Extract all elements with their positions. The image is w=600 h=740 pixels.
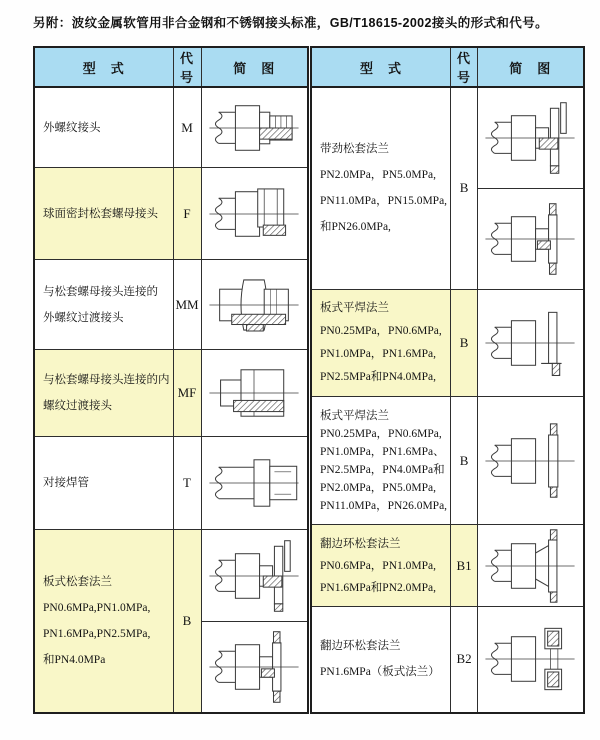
table-row [34,260,308,350]
fitting-type-line: 板式平焊法兰 [320,409,389,422]
fitting-type-line: PN11.0MPa，PN15.0MPa, [320,195,448,208]
fitting-code: F [173,168,201,260]
fitting-diagram-svg [480,422,580,500]
diagram-swivel-nut-fitting [202,168,308,259]
diagram-male-thread-fitting [202,88,308,167]
fitting-type-line: 与松套螺母接头连接的内 [43,374,170,386]
col-header-diagram: 简 图 [478,47,584,87]
fitting-type-line: PN2.5MPa和PN4.0MPa, [320,370,436,383]
header-row [311,47,584,87]
diagram-loose-flange-bolt-up [202,530,308,621]
table-row [34,350,308,437]
fitting-diagram-svg [204,444,304,522]
fitting-type-line: 带劲松套法兰 [320,143,389,156]
fitting-diagram-svg [204,175,304,253]
fitting-type-line: 对接焊管 [43,477,89,489]
fitting-type-line: 翻边环松套法兰 [320,640,401,653]
fitting-type-line: PN1.6MPa和PN2.0MPa, [320,581,436,594]
fitting-type-line: PN0.6MPa,PN1.0MPa, [43,602,151,614]
fitting-code: B [451,396,478,524]
fitting-diagram-svg [204,89,304,167]
fitting-diagram-svg [204,354,304,432]
table-row [311,289,584,396]
fitting-diagram-svg [204,266,304,344]
table-row [34,530,308,714]
fitting-type-cell [34,168,173,260]
fitting-type-line: 板式松套法兰 [43,576,112,588]
col-header-code: 代号 [451,47,478,87]
fitting-code: B [451,87,478,289]
diagram-loose-flange-studs [478,188,583,288]
table-row [311,606,584,713]
fitting-type-line: 和PN26.0MPa, [320,221,391,234]
diagram-butt-weld-pipe [202,437,308,529]
fitting-diagram-svg [480,99,580,177]
fitting-code: B2 [451,606,478,713]
fitting-diagram-svg [204,537,304,615]
fitting-type-line: PN1.0MPa，PN1.6MPa, [320,347,436,360]
diagram-lap-ring-flange [478,607,583,712]
fitting-diagram-cell [478,289,584,396]
fitting-code: B [451,289,478,396]
fitting-diagram-cell [478,87,584,289]
fitting-type-line: PN2.0MPa，PN5.0MPa, [320,481,436,494]
fitting-type-line: PN1.6MPa（板式法兰） [320,666,440,679]
fitting-diagram-cell [201,437,308,530]
fitting-diagram-svg [204,628,304,706]
diagram-weld-flange-studs [478,397,583,524]
fittings-table-left [33,46,309,714]
col-header-diagram: 简 图 [201,47,308,87]
col-header-type: 型 式 [34,47,173,87]
fitting-type-cell [34,530,173,714]
doc-title: 另附：波纹金属软管用非合金钢和不锈钢接头标准，GB/T18615-2002接头的形式和代号。 [33,16,548,30]
diagram-loose-flange-bolt-up [478,88,583,188]
header-row [34,47,308,87]
table-row [34,168,308,260]
diagram-female-nipple-adapter [202,350,308,436]
fitting-type-line: 螺纹过渡接头 [43,400,112,412]
fitting-type-line: PN2.5MPa，PN4.0MPa和 [320,463,445,476]
table-row [311,396,584,524]
fitting-diagram-cell [201,350,308,437]
fitting-type-line: PN1.0MPa，PN1.6MPa、 [320,445,445,458]
fitting-diagram-cell [478,396,584,524]
fitting-type-line: PN0.25MPa，PN0.6MPa, [320,427,442,440]
fitting-type-line: PN0.6MPa，PN1.0MPa, [320,559,436,572]
fitting-type-line: PN11.0MPa，PN26.0MPa, [320,499,448,512]
fitting-type-line: PN1.6MPa,PN2.5MPa, [43,628,151,640]
fitting-type-line: 和PN4.0MPa [43,654,106,666]
fitting-code: MF [173,350,201,437]
diagram-weld-flange-bolt-down [478,290,583,396]
table-row [311,525,584,606]
diagram-flare-ring-flange [478,526,583,606]
fitting-type-line: 外螺纹接头 [43,121,101,134]
fitting-code: M [173,87,201,168]
table-row [34,437,308,530]
fitting-type-line: PN0.25MPa，PN0.6MPa, [320,324,442,337]
fitting-type-line: 与松套螺母接头连接的 [43,285,158,298]
fitting-type-cell [311,396,451,524]
fitting-diagram-cell [478,525,584,606]
col-header-code: 代号 [173,47,201,87]
fitting-type-line: 翻边环松套法兰 [320,537,401,550]
fitting-type-line: 板式平焊法兰 [320,301,389,314]
diagram-loose-flange-studs [202,621,308,712]
fitting-diagram-cell [201,87,308,168]
fittings-table-right [310,46,585,714]
fitting-diagram-svg [480,304,580,382]
fitting-type-cell [34,87,173,168]
fitting-type-line: 外螺纹过渡接头 [43,311,124,324]
fitting-type-cell [34,350,173,437]
fitting-code: B1 [451,525,478,606]
fitting-diagram-svg [480,200,580,278]
fittings-tables [33,46,585,714]
fitting-diagram-svg [480,527,580,605]
table-row [311,87,584,289]
col-header-type: 型 式 [311,47,451,87]
fitting-diagram-cell [201,260,308,350]
fitting-type-line: 球面密封松套螺母接头 [43,207,158,220]
table-row [34,87,308,168]
fitting-type-line: PN2.0MPa，PN5.0MPa, [320,169,436,182]
fitting-type-cell [34,437,173,530]
fitting-diagram-svg [480,620,580,698]
fitting-type-cell [311,606,451,713]
fitting-type-cell [311,525,451,606]
fitting-diagram-cell [478,606,584,713]
fitting-type-cell [311,289,451,396]
fitting-type-cell [34,260,173,350]
fitting-type-cell [311,87,451,289]
fitting-code: MM [173,260,201,350]
diagram-male-nipple-adapter [202,260,308,349]
fitting-diagram-cell [201,530,308,714]
fitting-code: B [173,530,201,714]
fitting-diagram-cell [201,168,308,260]
fitting-code: T [173,437,201,530]
